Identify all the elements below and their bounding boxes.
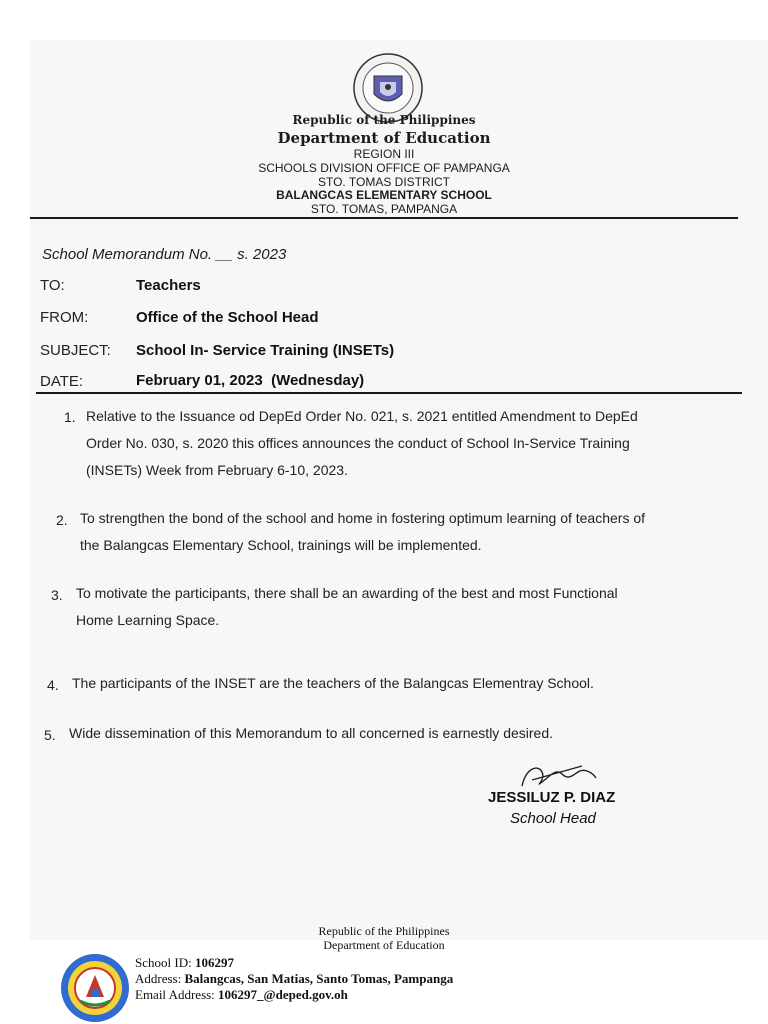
item-1-line: (INSETs) Week from February 6-10, 2023. [86,462,348,478]
header-school: BALANGCAS ELEMENTARY SCHOOL [276,188,492,202]
item-1-line: Order No. 030, s. 2020 this offices announces the conduct of School In-Service Training [86,435,630,451]
signatory-name: JESSILUZ P. DIAZ [488,789,616,806]
header-divider [30,217,738,219]
item-4 [72,670,594,697]
item-3-line: Home Learning Space. [76,612,220,628]
item-4-line: The participants of the INSET are the teachers of the Balangcas Elementray School. [72,675,594,691]
from-label: FROM: [40,309,89,326]
header-division: SCHOOLS DIVISION OFFICE OF PAMPANGA [258,161,510,175]
item-number: 4. [47,677,59,693]
item-5-line: Wide dissemination of this Memorandum to all concerned is earnestly desired. [69,725,554,741]
item-3-line: To motivate the participants, there shall be an awarding of the best and most Functional [76,585,618,601]
header-department: Department of Education [277,129,491,147]
item-number: 2. [56,512,68,528]
item-2 [80,505,645,559]
header-district: STO. TOMAS DISTRICT [317,175,451,189]
school-id-value: 106297 [194,955,234,970]
item-3 [76,580,618,634]
header-location: STO. TOMAS, PAMPANGA [310,202,458,216]
address-label: Address: [135,971,185,986]
to-label: TO: [40,277,65,294]
footer-department: Department of Education [323,938,445,952]
header-republic: Republic of the Philippines [292,113,476,127]
subject-label: SUBJECT: [40,342,111,359]
header-region: REGION III [353,147,415,161]
item-2-line: To strengthen the bond of the school and home in fostering optimum learning of teachers of [80,510,646,526]
email-label: Email Address: [135,987,219,1002]
item-number: 1. [64,409,76,425]
subject-value: School In- Service Training (INSETs) [136,342,395,359]
item-1 [86,403,638,484]
signatory-title: School Head [510,810,596,827]
date-label: DATE: [40,373,84,390]
item-2-line: the Balangcas Elementary School, trainings will be implemented. [80,537,482,553]
address-value: Balangcas, San Matias, Santo Tomas, Pampanga [184,971,454,986]
to-value: Teachers [136,277,201,294]
from-value: Office of the School Head [136,309,319,326]
date-value: February 01, 2023 (Wednesday) [136,372,365,389]
school-logo-icon [60,953,130,1023]
item-5 [69,720,553,747]
fields-divider [36,392,742,394]
footer-email [135,987,348,1003]
footer-school-id [135,955,234,971]
item-number: 5. [44,727,56,743]
footer-republic: Republic of the Philippines [318,924,450,938]
item-number: 3. [51,587,63,603]
item-1-line: Relative to the Issuance od DepEd Order No. 021, s. 2021 entitled Amendment to DepEd [86,408,638,424]
email-value: 106297_@deped.gov.oh [218,987,348,1002]
footer-address [135,971,453,987]
memo-number: School Memorandum No. __ s. 2023 [42,246,287,263]
school-id-label: School ID: [135,955,195,970]
